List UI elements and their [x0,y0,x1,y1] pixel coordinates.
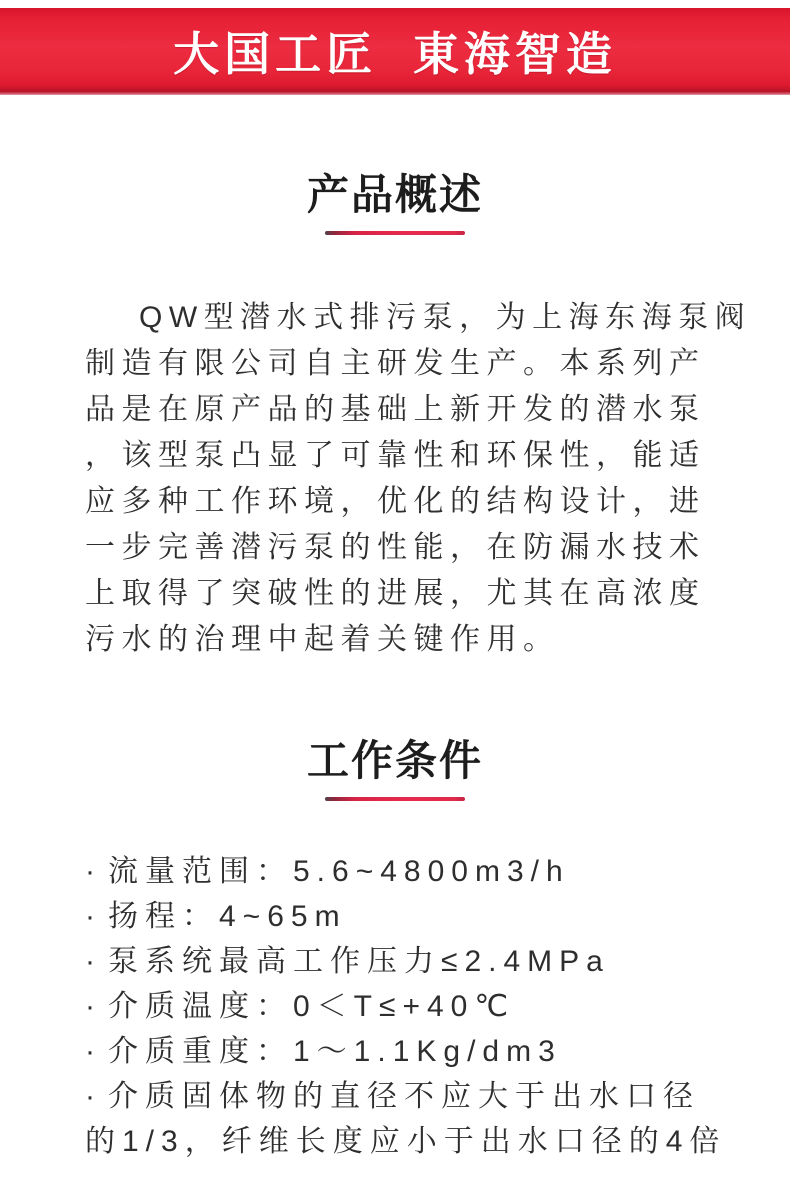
overview-paragraph [85,295,752,663]
list-item [85,984,705,1029]
overview-title-underline [325,231,465,235]
list-item-text: 流量范围：5.6~4800m3/h [108,855,570,888]
bullet-dot: · [85,900,95,933]
conditions-list [85,849,727,1164]
paragraph-line: 一步完善潜污泵的性能，在防漏水技术 [85,531,706,564]
paragraph-line: 制造有限公司自主研发生产。本系列产 [85,347,706,380]
bullet-dot: · [85,990,95,1023]
overview-section-title: 产品概述 [306,171,483,218]
paragraph-line: QW型潜水式排污泵，为上海东海泵阀 [139,301,752,334]
bullet-dot: · [85,1035,95,1068]
bullet-dot: · [85,1080,95,1113]
conditions-title-underline [325,797,465,801]
list-item-text: 的1/3，纤维长度应小于出水口径的4倍 [85,1125,727,1158]
bullet-dot: · [85,945,95,978]
top-whitespace [0,0,790,8]
list-item-text: 介质固体物的直径不应大于出水口径 [108,1080,700,1113]
list-item [85,849,705,894]
bullet-dot: · [85,855,95,888]
paragraph-line: ，该型泵凸显了可靠性和环保性，能适 [85,439,706,472]
paragraph-line: 应多种工作环境，优化的结构设计，进 [85,485,706,518]
paragraph-line: 上取得了突破性的进展，尤其在高浓度 [85,577,706,610]
banner-title: 大国工匠 東海智造 [173,28,617,80]
paragraph-line: 污水的治理中起着关键作用。 [85,623,560,656]
paragraph-line: 品是在原产品的基础上新开发的潜水泵 [85,393,706,426]
list-item [85,894,705,939]
list-item [85,939,705,984]
list-item [85,1074,705,1119]
list-item [85,1029,705,1074]
list-item-text: 介质温度：0＜T≤+40℃ [108,990,516,1023]
list-item-continuation [85,1119,727,1164]
section-working-conditions [0,739,790,1164]
conditions-section-title: 工作条件 [306,737,483,784]
list-item-text: 介质重度：1～1.1Kg/dm3 [108,1035,562,1068]
header-banner [0,8,790,94]
section-product-overview [0,173,790,663]
list-item-text: 扬程：4~65m [108,900,347,933]
list-item-text: 泵系统最高工作压力≤2.4MPa [108,945,610,978]
